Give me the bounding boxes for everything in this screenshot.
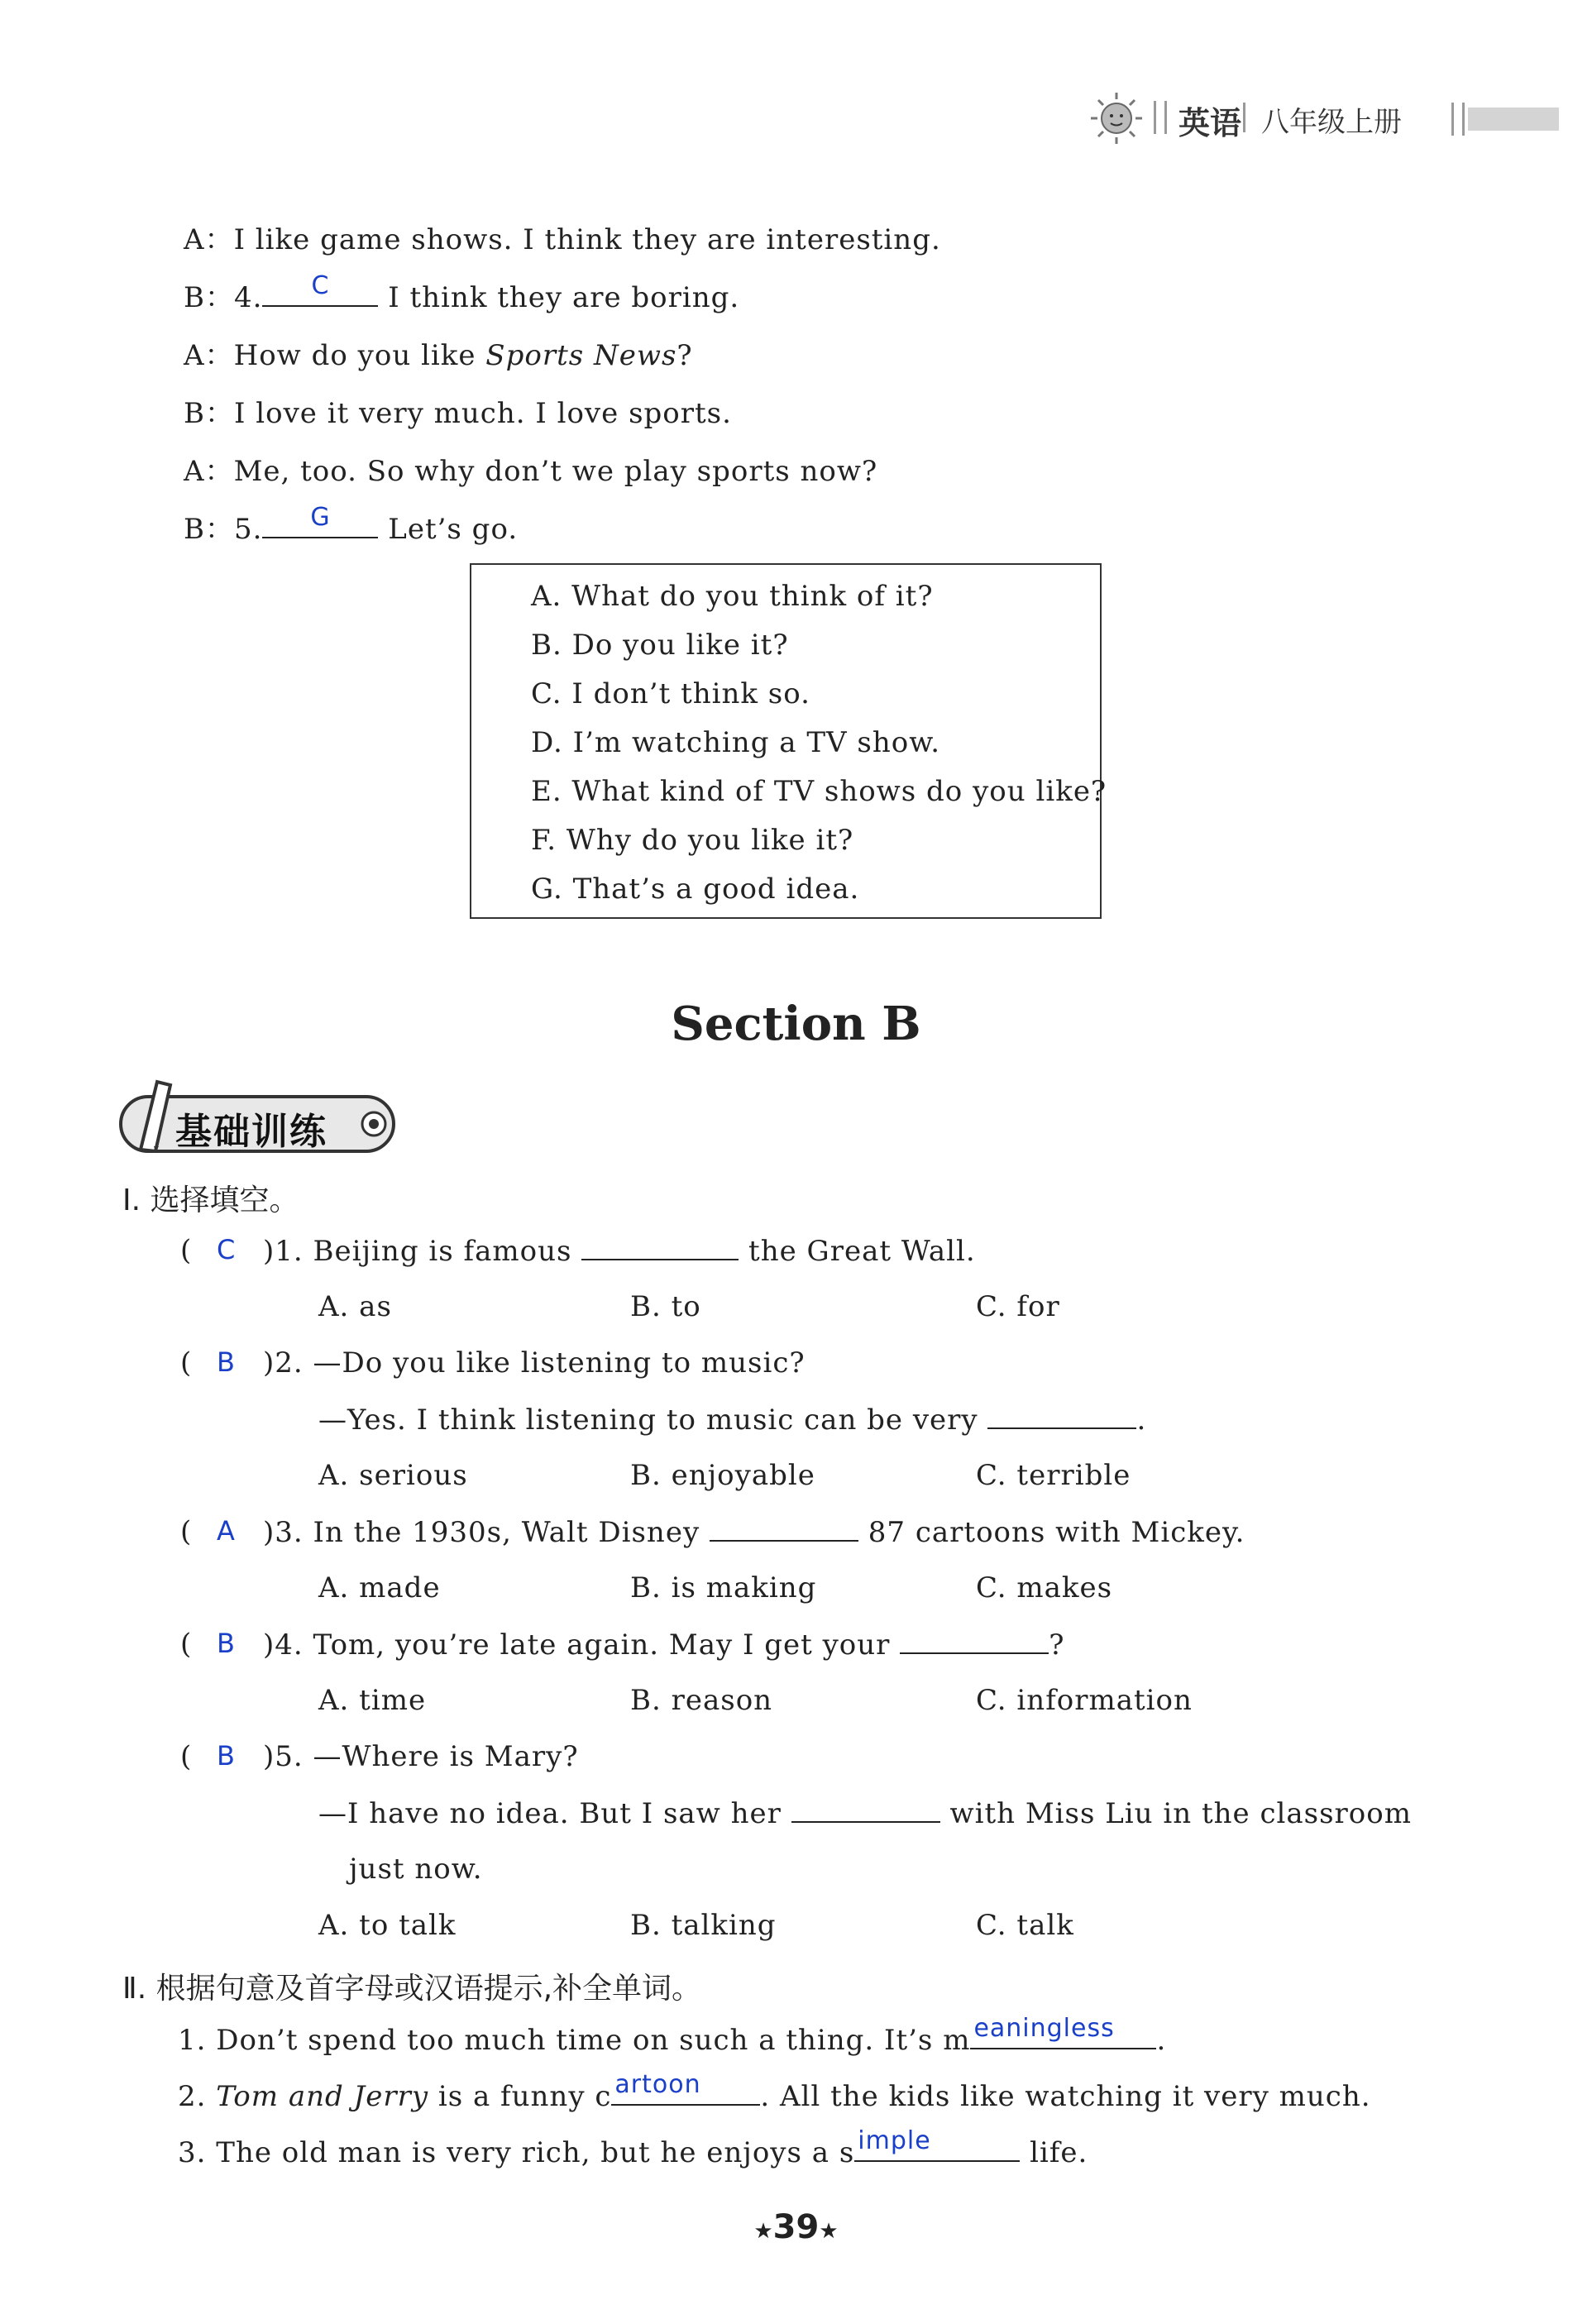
question-stem: —Where is Mary? — [313, 1740, 579, 1773]
question-stem: —Do you like listening to music? — [313, 1346, 806, 1380]
answer-handwritten: G — [310, 503, 331, 532]
star-icon: ★ — [753, 2219, 773, 2244]
paren-open: ( — [180, 1628, 192, 1661]
question-stem: —Yes. I think listening to music can be very — [318, 1403, 988, 1437]
header-grade: 八年级上册 — [1261, 106, 1402, 139]
choice-a[interactable]: A. serious — [318, 1459, 468, 1492]
answer-handwritten: B — [217, 1628, 235, 1659]
choice-a[interactable]: A. to talk — [318, 1909, 457, 1942]
header-bar — [1468, 108, 1559, 131]
question-text — [263, 1740, 579, 1773]
question-number: )4. — [263, 1628, 304, 1662]
answer-handwritten: C — [311, 271, 330, 300]
choice-b[interactable]: B. reason — [630, 1684, 773, 1717]
question-stem: . — [1136, 1403, 1147, 1437]
item-number: 1. — [178, 2024, 207, 2057]
option-d: D. I’m watching a TV show. — [531, 726, 941, 759]
fill-item-3 — [178, 2126, 1088, 2169]
answer-handwritten: imple — [858, 2126, 931, 2155]
paren-open: ( — [180, 1234, 192, 1267]
question-number: )1. — [263, 1235, 304, 1268]
badge-label: 基础训练 — [175, 1111, 327, 1153]
option-g: G. That’s a good idea. — [531, 873, 860, 906]
dialogue-text: How do you like — [233, 339, 486, 372]
speaker: B： — [184, 513, 234, 546]
option-a: A. What do you think of it? — [531, 580, 934, 613]
question-number: 5. — [234, 513, 263, 546]
header-divider-right — [1451, 103, 1465, 136]
answer-handwritten: artoon — [614, 2070, 701, 2099]
program-title: Sports News — [485, 339, 677, 372]
item-text: The old man is very rich, but he enjoys a s — [216, 2136, 855, 2169]
question-stem: In the 1930s, Walt Disney — [313, 1516, 710, 1549]
dialogue-text: I love it very much. I love sports. — [234, 397, 732, 430]
question-text-line2 — [318, 1796, 1412, 1830]
answer-handwritten: B — [217, 1346, 235, 1378]
page-number-value: 39 — [772, 2208, 820, 2246]
choice-b[interactable]: B. to — [630, 1290, 701, 1323]
speaker: B： — [184, 281, 234, 314]
question-text-line3: just now. — [349, 1853, 483, 1886]
dialogue-line-1 — [184, 217, 941, 257]
answer-blank[interactable] — [987, 1403, 1136, 1429]
question-stem: Tom, you’re late again. May I get your — [313, 1628, 901, 1662]
answer-blank[interactable] — [791, 1796, 940, 1823]
item-text: . All the kids like watching it very much. — [760, 2080, 1371, 2113]
part1-heading: Ⅰ. 选择填空。 — [122, 1184, 299, 1217]
speaker: B： — [184, 397, 234, 430]
question-stem: the Great Wall. — [739, 1235, 976, 1268]
paren-open: ( — [180, 1515, 192, 1548]
question-stem: Beijing is famous — [313, 1235, 582, 1268]
sun-mascot-icon — [1088, 89, 1145, 147]
answer-handwritten: eaningless — [973, 2014, 1115, 2043]
option-f: F. Why do you like it? — [531, 824, 854, 857]
dialogue-text: ? — [676, 339, 693, 372]
basic-training-badge — [116, 1075, 405, 1158]
option-b: B. Do you like it? — [531, 629, 789, 662]
question-text-line2 — [318, 1403, 1146, 1437]
speaker: A： — [184, 455, 234, 488]
answer-blank[interactable] — [262, 271, 378, 307]
dialogue-text: Me, too. So why don’t we play sports now? — [233, 455, 878, 488]
dialogue-line-2 — [184, 271, 740, 315]
option-e: E. What kind of TV shows do you like? — [531, 775, 1107, 808]
choice-c[interactable]: C. for — [976, 1290, 1060, 1323]
dialogue-line-3 — [184, 332, 693, 373]
question-stem: —I have no idea. But I saw her — [318, 1797, 791, 1830]
answer-blank[interactable] — [611, 2070, 760, 2106]
speaker: A： — [184, 223, 234, 256]
answer-blank[interactable] — [854, 2126, 1020, 2162]
header-separator — [1243, 103, 1245, 132]
paren-open: ( — [180, 1740, 192, 1773]
question-number: )2. — [263, 1346, 304, 1380]
answer-handwritten: C — [217, 1234, 236, 1265]
fill-item-2 — [178, 2070, 1371, 2113]
item-text: . — [1156, 2024, 1167, 2057]
paren-open: ( — [180, 1346, 192, 1380]
choice-a[interactable]: A. as — [318, 1290, 392, 1323]
cartoon-title: Tom and Jerry — [216, 2080, 429, 2113]
question-number: 4. — [234, 281, 263, 314]
choice-c[interactable]: C. terrible — [976, 1459, 1131, 1492]
choice-a[interactable]: A. made — [318, 1571, 441, 1604]
answer-blank[interactable] — [970, 2014, 1156, 2049]
choice-c[interactable]: C. information — [976, 1684, 1193, 1717]
dialogue-text: I like game shows. I think they are interesting. — [233, 223, 941, 256]
question-text — [263, 1234, 976, 1268]
choice-b[interactable]: B. enjoyable — [630, 1459, 815, 1492]
item-text: is a funny c — [428, 2080, 612, 2113]
section-title: Section B — [671, 997, 921, 1051]
answer-blank[interactable] — [710, 1515, 858, 1542]
part2-heading: Ⅱ. 根据句意及首字母或汉语提示,补全单词。 — [122, 1972, 702, 2006]
answer-blank[interactable] — [900, 1628, 1049, 1654]
item-text: Don’t spend too much time on such a thing. It’s m — [216, 2024, 971, 2057]
question-text — [263, 1628, 1064, 1662]
dialogue-text: I think they are boring. — [378, 281, 740, 314]
dialogue-line-5 — [184, 448, 877, 489]
fill-item-1 — [178, 2014, 1167, 2057]
question-number: )5. — [263, 1740, 304, 1773]
question-text — [263, 1346, 806, 1380]
choice-c[interactable]: C. makes — [976, 1571, 1113, 1604]
star-icon: ★ — [819, 2219, 839, 2244]
answer-blank[interactable] — [581, 1234, 739, 1260]
question-stem: 87 cartoons with Mickey. — [858, 1516, 1245, 1549]
choice-c[interactable]: C. talk — [976, 1909, 1074, 1942]
choice-b[interactable]: B. is making — [630, 1571, 817, 1604]
item-number: 3. — [178, 2136, 207, 2169]
answer-handwritten: B — [217, 1740, 235, 1772]
question-stem: ? — [1049, 1628, 1065, 1662]
question-text — [263, 1515, 1245, 1549]
choice-b[interactable]: B. talking — [630, 1909, 777, 1942]
dialogue-text: Let’s go. — [378, 513, 519, 546]
options-box — [470, 563, 1107, 919]
option-c: C. I don’t think so. — [531, 677, 810, 710]
header-subject: 英语 — [1178, 105, 1242, 141]
speaker: A： — [184, 339, 234, 372]
answer-blank[interactable] — [262, 503, 378, 538]
choice-a[interactable]: A. time — [318, 1684, 427, 1717]
dialogue-line-4 — [184, 390, 732, 431]
page-number — [0, 2208, 1592, 2246]
answer-handwritten: A — [217, 1515, 235, 1547]
question-stem: with Miss Liu in the classroom — [939, 1797, 1412, 1830]
header-divider — [1154, 101, 1167, 134]
dialogue-line-6 — [184, 503, 519, 547]
question-number: )3. — [263, 1516, 304, 1549]
item-text: life. — [1020, 2136, 1088, 2169]
item-number: 2. — [178, 2080, 207, 2113]
